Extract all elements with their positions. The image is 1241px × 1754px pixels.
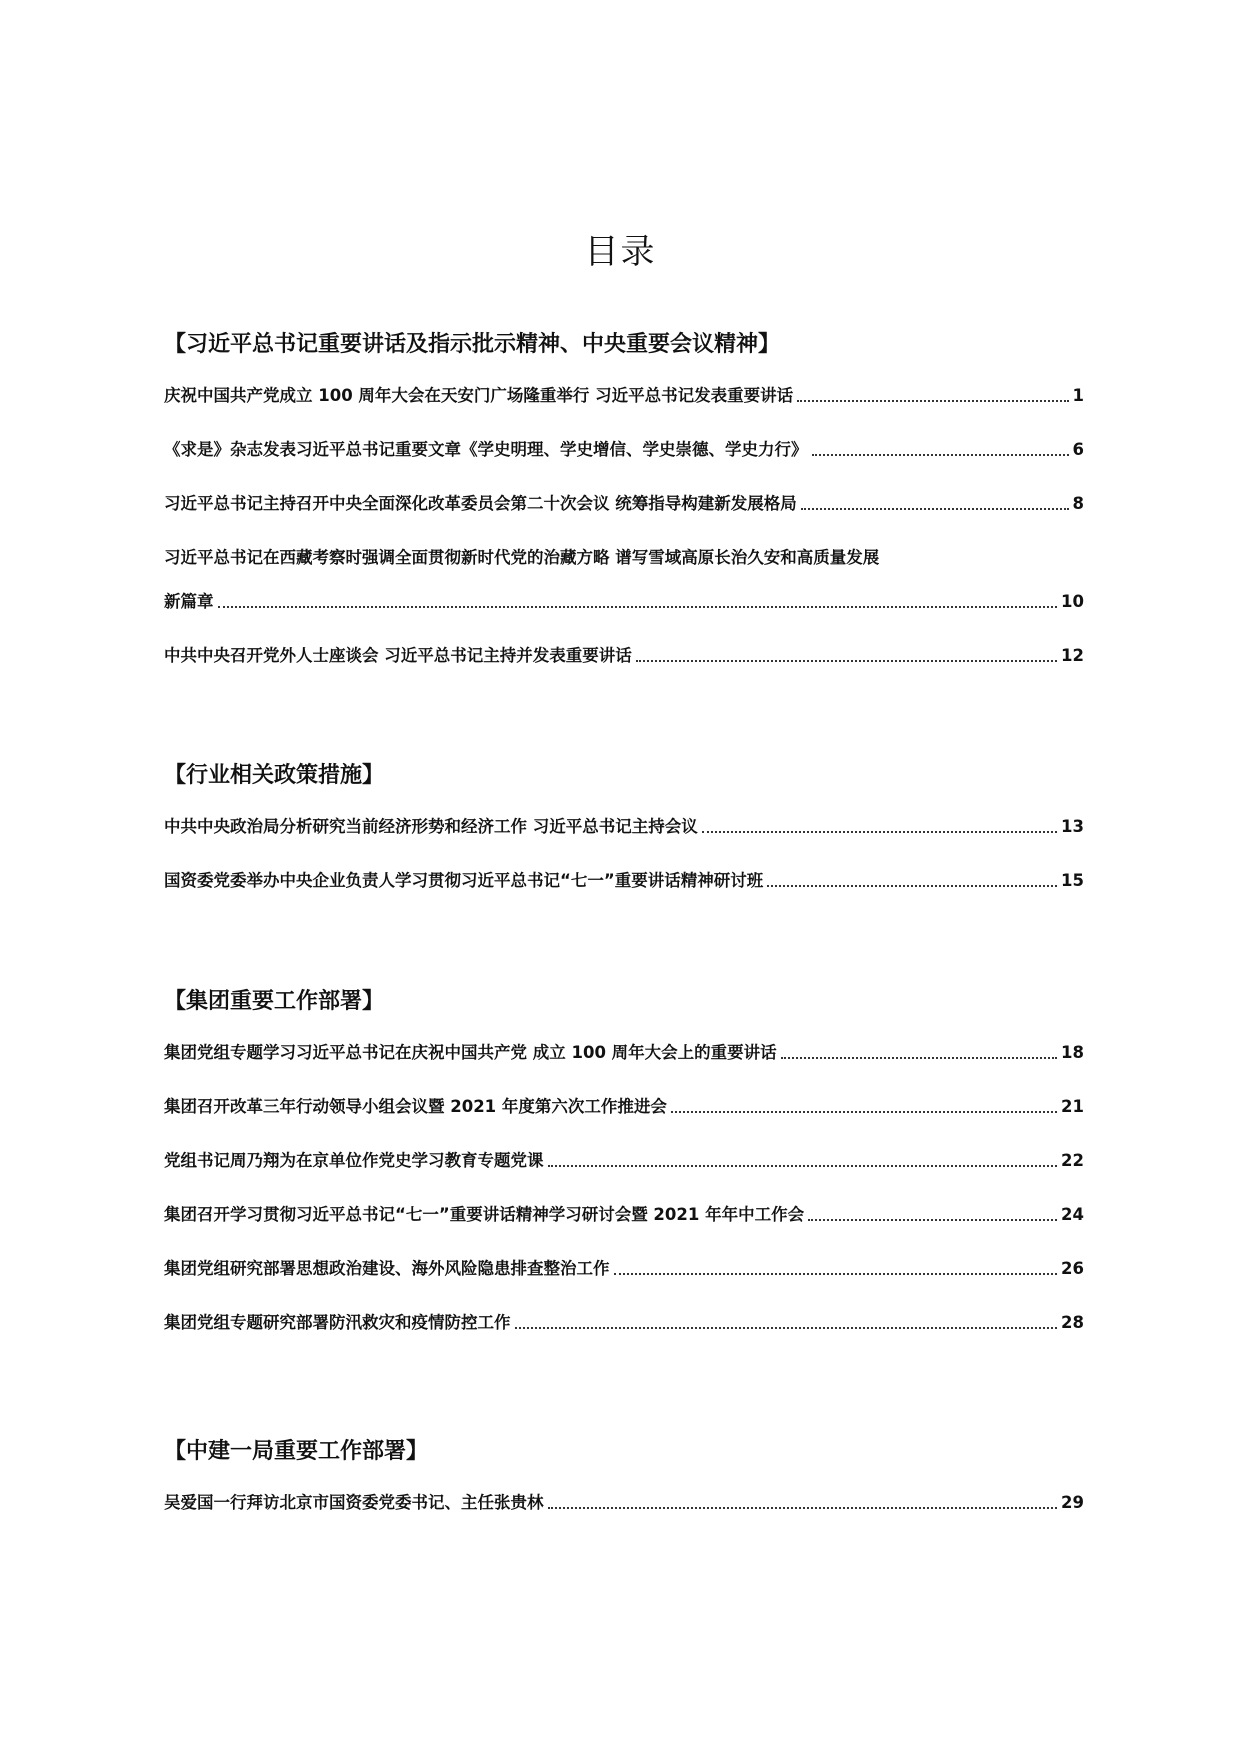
entry-title-continued: 新篇章	[164, 592, 214, 611]
entry-title: 集团党组研究部署思想政治建设、海外风险隐患排查整治工作	[164, 1259, 610, 1278]
toc-entry[interactable]	[164, 436, 1084, 464]
entry-title: 集团党组专题学习习近平总书记在庆祝中国共产党 成立 100 周年大会上的重要讲话	[164, 1043, 777, 1062]
page-number: 22	[1061, 1151, 1084, 1170]
toc-entry[interactable]	[164, 867, 1084, 895]
dot-leader	[671, 1111, 1057, 1113]
dot-leader	[702, 831, 1057, 833]
entry-title: 国资委党委举办中央企业负责人学习贯彻习近平总书记“七一”重要讲话精神研讨班	[164, 871, 764, 890]
dot-leader	[797, 400, 1068, 402]
page-title: 目录	[584, 232, 657, 272]
dot-leader	[614, 1273, 1058, 1275]
entry-title: 《求是》杂志发表习近平总书记重要文章《学史明理、学史增信、学史崇德、学史力行》	[164, 440, 808, 459]
entry-title: 习近平总书记在西藏考察时强调全面贯彻新时代党的治藏方略 谱写雪域高原长治久安和高质量发展	[164, 548, 880, 567]
dot-leader	[515, 1327, 1058, 1329]
dot-leader	[812, 454, 1069, 456]
entry-title: 庆祝中国共产党成立 100 周年大会在天安门广场隆重举行 习近平总书记发表重要讲话	[164, 386, 794, 405]
section-heading: 【行业相关政策措施】	[164, 763, 385, 788]
entry-title: 吴爱国一行拜访北京市国资委党委书记、主任张贵林	[164, 1493, 544, 1512]
page-number: 8	[1072, 494, 1084, 513]
page-number: 6	[1072, 440, 1084, 459]
page-number: 12	[1061, 646, 1084, 665]
toc-entry[interactable]	[164, 1255, 1084, 1283]
toc-entry[interactable]	[164, 1201, 1084, 1229]
entry-title: 中共中央召开党外人士座谈会 习近平总书记主持并发表重要讲话	[164, 646, 632, 665]
page-number: 21	[1061, 1097, 1084, 1116]
dot-leader	[636, 660, 1057, 662]
dot-leader	[548, 1165, 1058, 1167]
page-number: 28	[1061, 1313, 1084, 1332]
page-number: 1	[1072, 386, 1084, 405]
section-heading: 【习近平总书记重要讲话及指示批示精神、中央重要会议精神】	[164, 332, 781, 357]
dot-leader	[218, 606, 1058, 608]
page-number: 29	[1061, 1493, 1084, 1512]
toc-section	[164, 759, 1084, 921]
toc-section	[164, 985, 1084, 1363]
entry-title: 党组书记周乃翔为在京单位作党史学习教育专题党课	[164, 1151, 544, 1170]
dot-leader	[548, 1507, 1058, 1509]
entry-title: 集团召开学习贯彻习近平总书记“七一”重要讲话精神学习研讨会暨 2021 年年中工作会	[164, 1205, 805, 1224]
toc-entry[interactable]	[164, 490, 1084, 518]
dot-leader	[767, 885, 1057, 887]
page-number: 18	[1061, 1043, 1084, 1062]
entry-title: 中共中央政治局分析研究当前经济形势和经济工作 习近平总书记主持会议	[164, 817, 698, 836]
toc-entry[interactable]	[164, 1147, 1084, 1175]
toc-entry[interactable]	[164, 544, 1084, 616]
dot-leader	[781, 1057, 1057, 1059]
toc-entry[interactable]	[164, 1093, 1084, 1121]
page-number: 26	[1061, 1259, 1084, 1278]
toc-section	[164, 328, 1084, 696]
dot-leader	[801, 508, 1069, 510]
toc-section	[164, 1435, 1084, 1543]
dot-leader	[808, 1219, 1057, 1221]
entry-title: 集团召开改革三年行动领导小组会议暨 2021 年度第六次工作推进会	[164, 1097, 667, 1116]
page-number: 13	[1061, 817, 1084, 836]
toc-entry[interactable]	[164, 1489, 1084, 1517]
entry-title: 集团党组专题研究部署防汛救灾和疫情防控工作	[164, 1313, 511, 1332]
section-heading: 【集团重要工作部署】	[164, 989, 385, 1014]
section-heading: 【中建一局重要工作部署】	[164, 1439, 429, 1464]
toc-entry[interactable]	[164, 813, 1084, 841]
page-number: 10	[1061, 592, 1084, 611]
toc-entry[interactable]	[164, 382, 1084, 410]
entry-title: 习近平总书记主持召开中央全面深化改革委员会第二十次会议 统筹指导构建新发展格局	[164, 494, 797, 513]
toc-entry[interactable]	[164, 642, 1084, 670]
page-number: 24	[1061, 1205, 1084, 1224]
page-number: 15	[1061, 871, 1084, 890]
toc-entry[interactable]	[164, 1309, 1084, 1337]
toc-entry[interactable]	[164, 1039, 1084, 1067]
